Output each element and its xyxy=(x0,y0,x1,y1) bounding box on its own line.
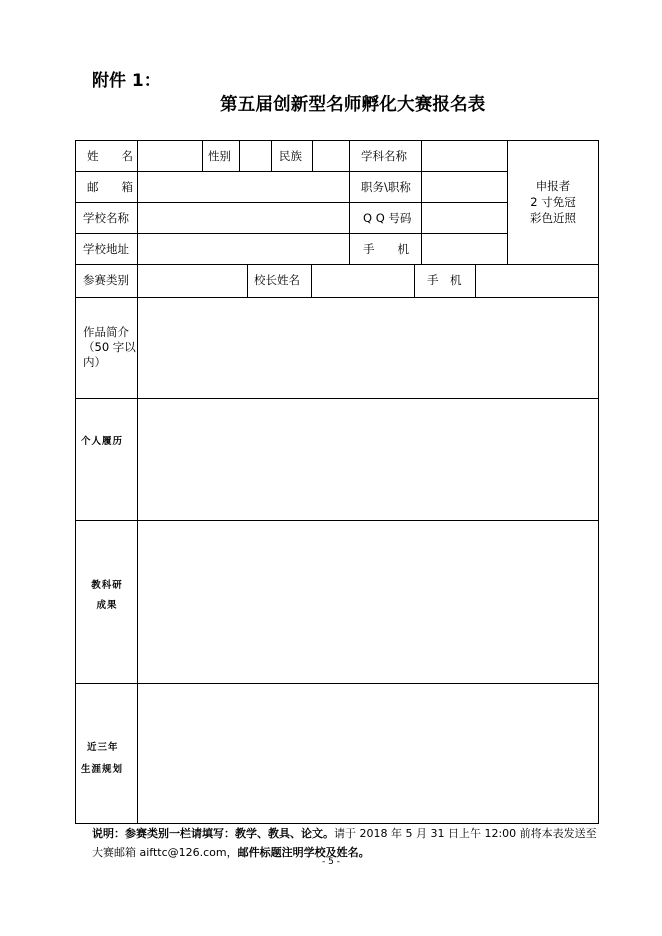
mobile2-label: 手 机 xyxy=(427,273,462,287)
form-title: 第五届创新型名师孵化大赛报名表 xyxy=(220,95,486,115)
subject-input[interactable] xyxy=(422,141,506,170)
school-name-input[interactable] xyxy=(138,203,348,232)
gender-label: 性别 xyxy=(208,149,231,163)
intro-input[interactable] xyxy=(138,298,598,397)
registration-form xyxy=(75,140,599,824)
career-plan-label: 近三年 生涯规划 xyxy=(81,742,124,775)
category-label: 参赛类别 xyxy=(83,273,129,287)
gender-input[interactable] xyxy=(240,141,270,170)
ethnicity-input[interactable] xyxy=(313,141,348,170)
ethnicity-label: 民族 xyxy=(279,149,302,163)
research-input[interactable] xyxy=(138,521,598,682)
qq-input[interactable] xyxy=(422,203,506,232)
name-label: 姓 名 xyxy=(87,149,133,163)
position-label: 职务\职称 xyxy=(361,180,411,194)
intro-label: 作品简介 （50 字以 内） xyxy=(83,325,136,369)
email-input[interactable] xyxy=(138,172,348,201)
mobile2-input[interactable] xyxy=(476,265,598,296)
qq-label: Q Q 号码 xyxy=(363,211,412,225)
school-name-label: 学校名称 xyxy=(83,211,129,225)
category-input[interactable] xyxy=(138,265,246,296)
research-label: 教科研 成果 xyxy=(91,580,123,611)
name-input[interactable] xyxy=(138,141,201,170)
photo-placeholder[interactable]: 申报者 2 寸免冠 彩色近照 xyxy=(530,179,576,225)
email-label: 邮 箱 xyxy=(87,180,133,194)
career-plan-input[interactable] xyxy=(138,684,598,823)
school-address-label: 学校地址 xyxy=(83,242,129,256)
mobile-label: 手 机 xyxy=(363,242,409,256)
page-number: - 5 - xyxy=(322,857,340,867)
subject-label: 学科名称 xyxy=(361,149,407,163)
instructions-note: 说明：参赛类别一栏请填写：教学、教具、论文。请于 2018 年 5 月 31 日上午 12:00 前将本表发送至大赛邮箱 aifttc@126.com，邮件标题注明学校及姓名。 xyxy=(92,827,597,859)
position-input[interactable] xyxy=(422,172,506,201)
attachment-label: 附件 1： xyxy=(92,71,161,91)
principal-input[interactable] xyxy=(312,265,413,296)
resume-input[interactable] xyxy=(138,399,598,519)
mobile-input[interactable] xyxy=(422,234,506,263)
resume-label: 个人履历 xyxy=(81,436,124,447)
principal-label: 校长姓名 xyxy=(254,273,300,287)
school-address-input[interactable] xyxy=(138,234,348,263)
